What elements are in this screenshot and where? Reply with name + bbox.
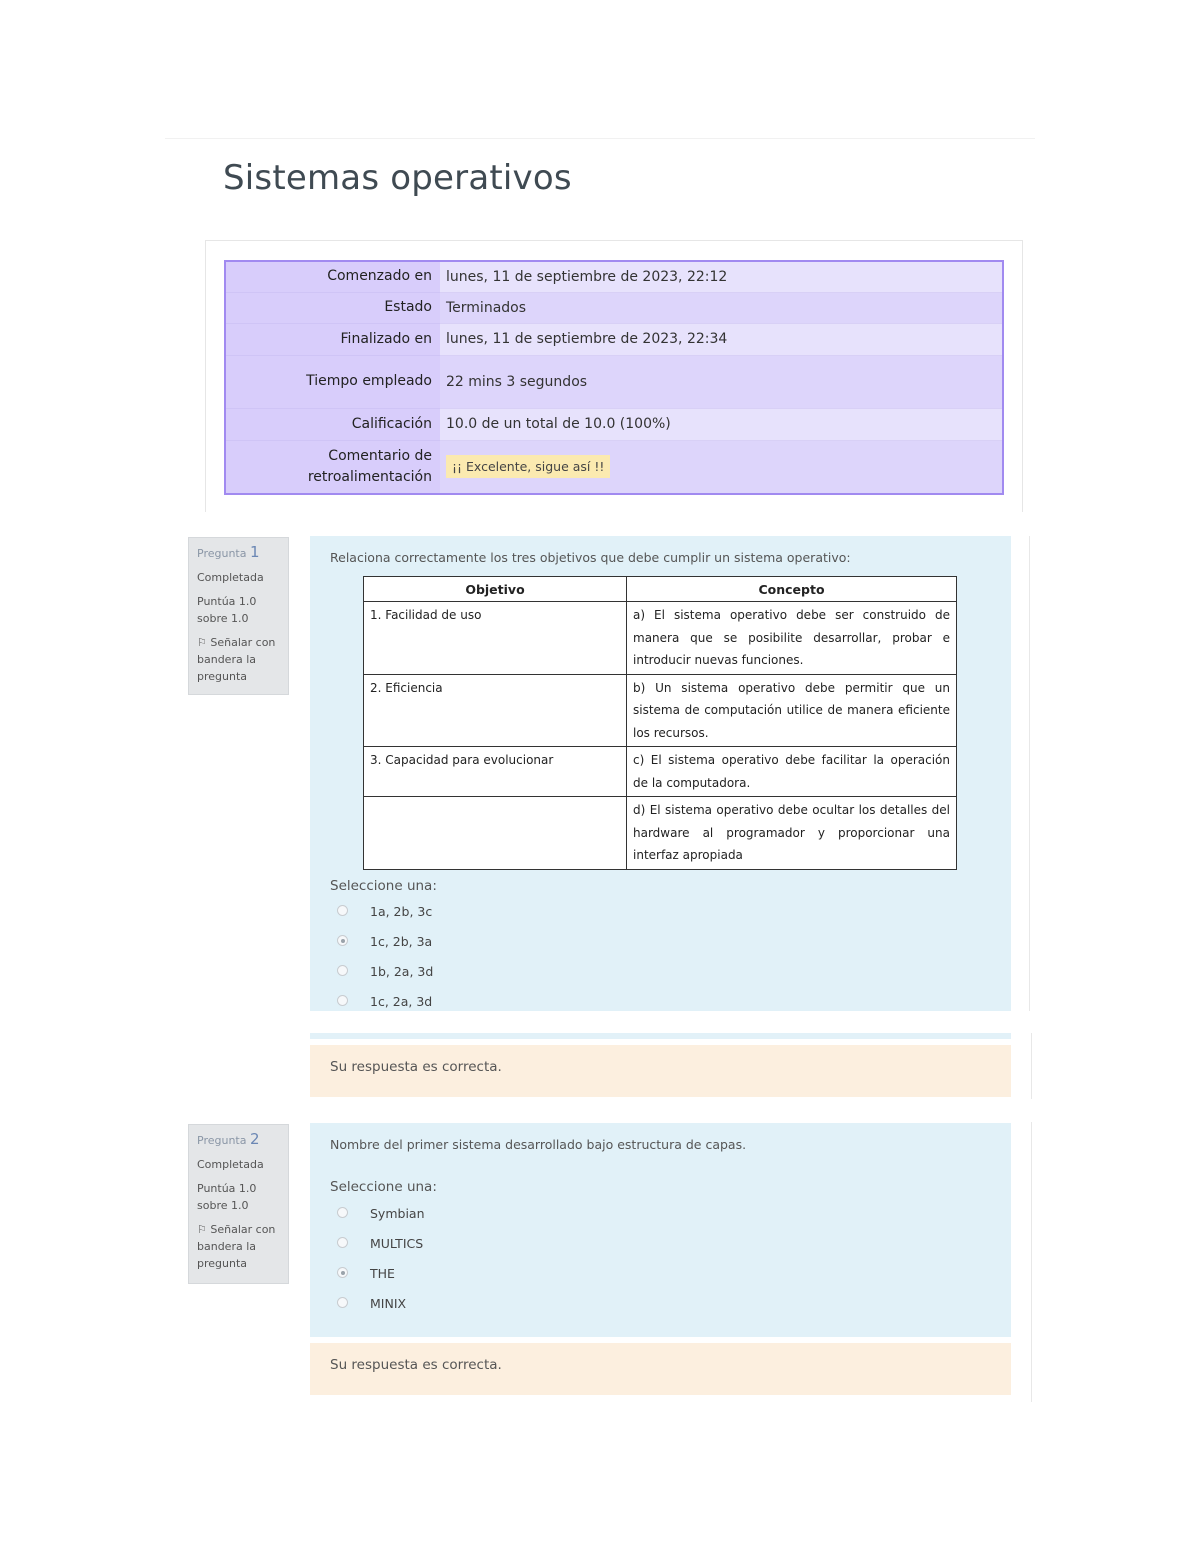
question-2-right-border — [1031, 1122, 1032, 1402]
flag-icon: ⚐ — [197, 636, 207, 649]
answer-options — [330, 897, 730, 1017]
answer-option[interactable]: 1b, 2a, 3d — [330, 957, 730, 987]
question-state: Completada — [197, 571, 264, 584]
flag-icon: ⚐ — [197, 1223, 207, 1236]
summary-value-cell — [440, 440, 1003, 494]
table-cell-objective — [364, 797, 627, 870]
radio-button-checked[interactable] — [337, 935, 348, 946]
summary-label: Comenzado en — [225, 261, 440, 292]
answer-option-selected[interactable]: 1c, 2b, 3a — [330, 927, 730, 957]
summary-row-grade — [225, 408, 1003, 440]
question-text: Relaciona correctamente los tres objetivos que debe cumplir un sistema operativo: — [330, 550, 851, 565]
question-2-outcome: Su respuesta es correcta. — [310, 1343, 1011, 1395]
question-1-content — [310, 536, 1011, 1011]
answer-options — [330, 1199, 730, 1319]
question-1-outcome: Su respuesta es correcta. — [310, 1045, 1011, 1097]
table-row — [364, 674, 957, 747]
table-cell-objective: 1. Facilidad de uso — [364, 602, 627, 675]
table-header-row — [364, 577, 957, 602]
summary-label: Calificación — [225, 408, 440, 440]
answer-option[interactable]: 1c, 2a, 3d — [330, 987, 730, 1017]
summary-value: lunes, 11 de septiembre de 2023, 22:12 — [440, 261, 1003, 292]
table-cell-objective: 2. Eficiencia — [364, 674, 627, 747]
summary-value: 10.0 de un total de 10.0 (100%) — [440, 408, 1003, 440]
select-one-label: Seleccione una: — [330, 1179, 437, 1195]
table-cell-concept: d) El sistema operativo debe ocultar los detalles del hardware al programador y proporcionar una interfaz apropiada — [627, 797, 957, 870]
answer-option[interactable]: MULTICS — [330, 1229, 730, 1259]
flag-question-link[interactable]: ⚐ Señalar con bandera la pregunta — [197, 636, 276, 683]
summary-row-started — [225, 261, 1003, 292]
summary-label: Finalizado en — [225, 323, 440, 355]
answer-option-selected[interactable]: THE — [330, 1259, 730, 1289]
feedback-right-border — [1031, 1033, 1032, 1099]
question-2-content — [310, 1123, 1011, 1337]
select-one-label: Seleccione una: — [330, 878, 437, 894]
summary-row-feedback — [225, 440, 1003, 494]
attempt-summary-table — [224, 260, 1004, 495]
table-row — [364, 797, 957, 870]
table-row — [364, 602, 957, 675]
answer-option[interactable]: MINIX — [330, 1289, 730, 1319]
answer-option[interactable]: Symbian — [330, 1199, 730, 1229]
question-number: Pregunta 2 — [197, 1130, 260, 1148]
question-text: Nombre del primer sistema desarrollado bajo estructura de capas. — [330, 1137, 747, 1152]
page-title: Sistemas operativos — [223, 158, 572, 198]
flag-question-link[interactable]: ⚐ Señalar con bandera la pregunta — [197, 1223, 276, 1270]
objectives-table — [363, 576, 957, 870]
table-row — [364, 747, 957, 797]
summary-label: Comentario de retroalimentación — [225, 440, 440, 494]
radio-button[interactable] — [337, 965, 348, 976]
summary-value: lunes, 11 de septiembre de 2023, 22:34 — [440, 323, 1003, 355]
question-state: Completada — [197, 1158, 264, 1171]
question-score: Puntúa 1.0 sobre 1.0 — [197, 595, 257, 625]
table-header: Objetivo — [364, 577, 627, 602]
radio-button[interactable] — [337, 1207, 348, 1218]
radio-button-checked[interactable] — [337, 1267, 348, 1278]
summary-row-finished — [225, 323, 1003, 355]
question-1-info — [188, 537, 289, 695]
feedback-text: ¡¡ Excelente, sigue así !! — [446, 455, 610, 478]
summary-label: Estado — [225, 292, 440, 323]
radio-button[interactable] — [337, 1297, 348, 1308]
question-1-right-border — [1029, 536, 1030, 1011]
summary-label: Tiempo empleado — [225, 355, 440, 408]
table-cell-concept: b) Un sistema operativo debe permitir que un sistema de computación utilice de manera eficiente los recursos. — [627, 674, 957, 747]
table-cell-concept: a) El sistema operativo debe ser construido de manera que se posibilite desarrollar, probar e introducir nuevas funciones. — [627, 602, 957, 675]
table-header: Concepto — [627, 577, 957, 602]
table-cell-objective: 3. Capacidad para evolucionar — [364, 747, 627, 797]
summary-value: 22 mins 3 segundos — [440, 355, 1003, 408]
radio-button[interactable] — [337, 1237, 348, 1248]
radio-button[interactable] — [337, 995, 348, 1006]
summary-row-time — [225, 355, 1003, 408]
summary-value: Terminados — [440, 292, 1003, 323]
answer-option[interactable]: 1a, 2b, 3c — [330, 897, 730, 927]
radio-button[interactable] — [337, 905, 348, 916]
summary-row-state — [225, 292, 1003, 323]
top-divider — [165, 138, 1035, 139]
question-number: Pregunta 1 — [197, 543, 260, 561]
table-cell-concept: c) El sistema operativo debe facilitar la operación de la computadora. — [627, 747, 957, 797]
feedback-stripe — [310, 1033, 1011, 1039]
question-score: Puntúa 1.0 sobre 1.0 — [197, 1182, 257, 1212]
question-2-info — [188, 1124, 289, 1284]
